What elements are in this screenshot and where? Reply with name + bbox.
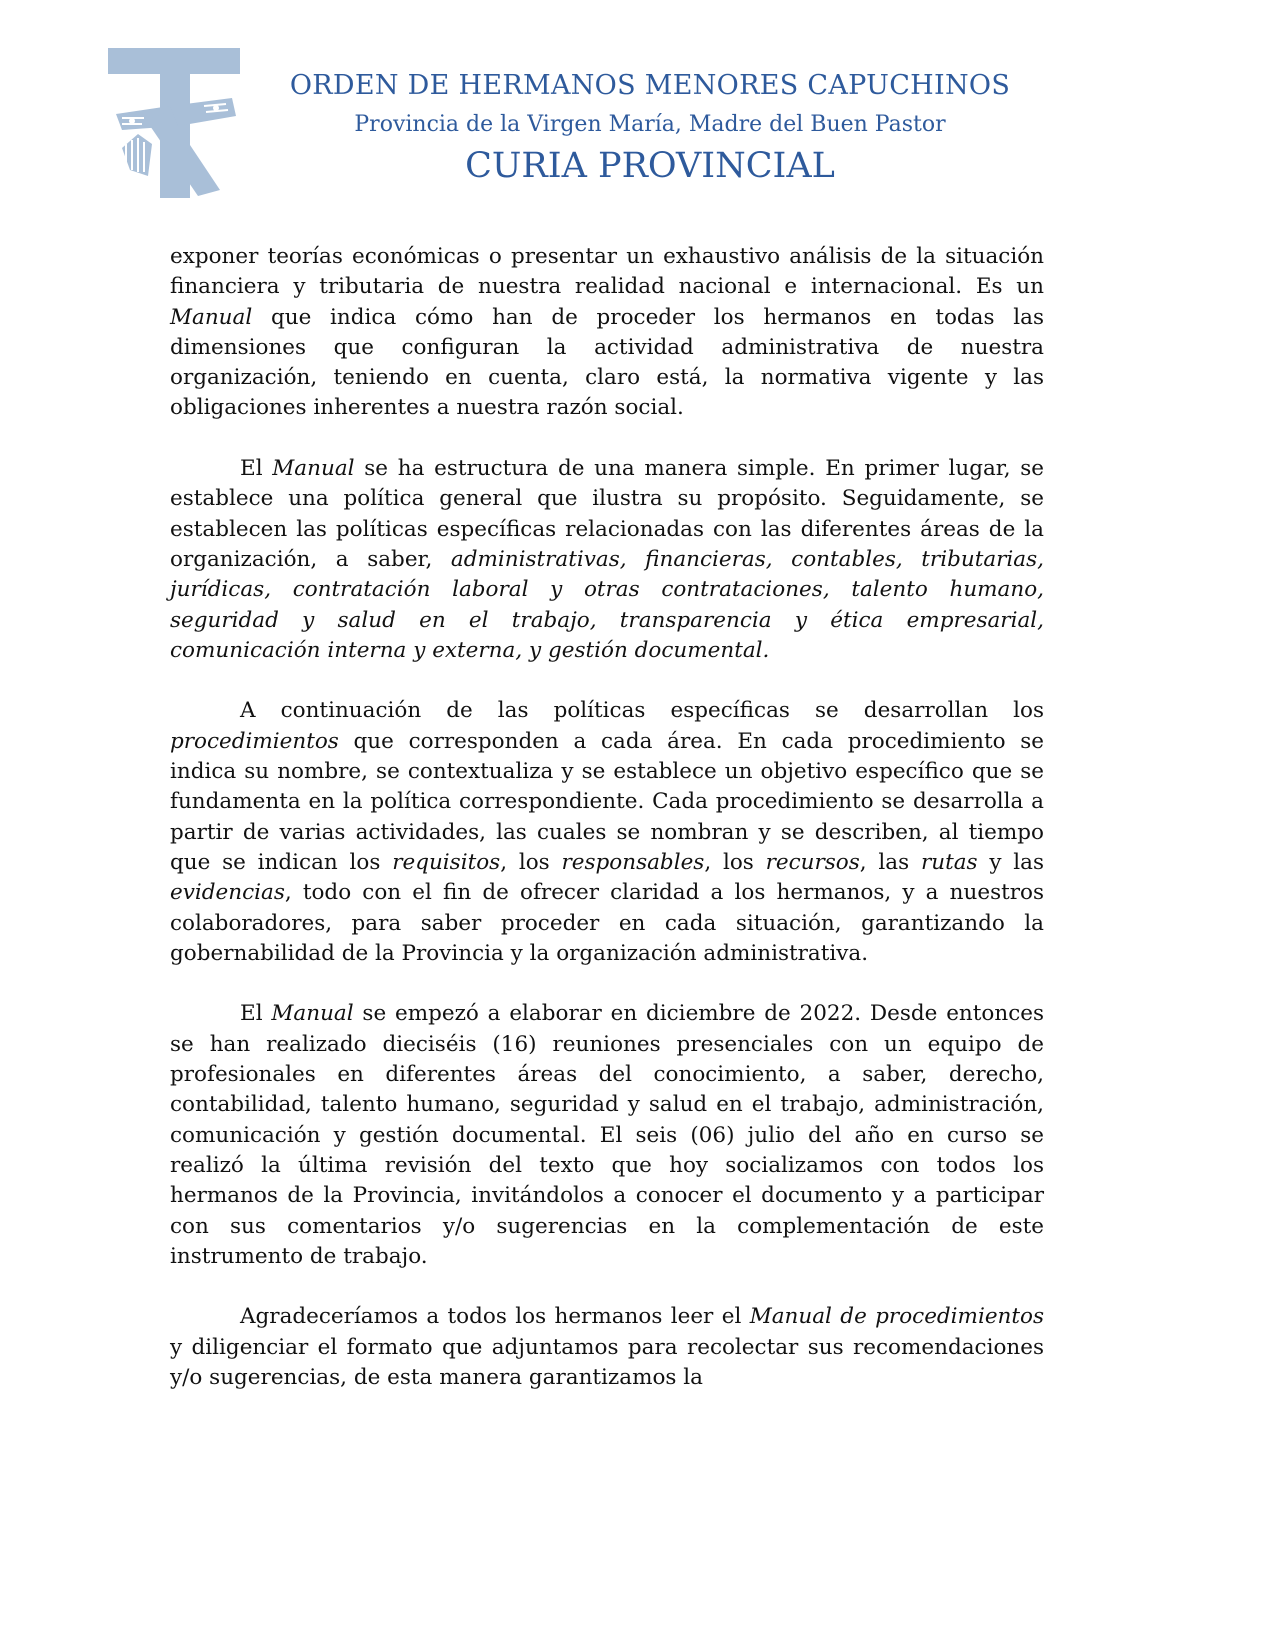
italic-text-run: requisitos [392, 849, 501, 875]
text-run: A continuación de las políticas específicas se desarrollan los [240, 698, 1044, 724]
text-run: y diligenciar el formato que adjuntamos para recolectar sus recomendaciones y/o sugerencias, de esta manera garantizamos la [170, 1334, 1044, 1390]
italic-text-run: recursos [765, 849, 860, 875]
text-run: que indica cómo han de proceder los hermanos en todas las dimensiones que configuran la actividad administrativa de nuestra organización, teniendo en cuenta, claro está, la normativa vigente y las obligaciones inherentes a nuestra razón social. [170, 304, 1044, 421]
italic-text-run: Manual de procedimientos [749, 1304, 1045, 1330]
paragraph-5 [170, 1302, 1044, 1393]
italic-text-run: rutas [920, 849, 978, 875]
paragraph-2 [170, 454, 1044, 666]
italic-text-run: administrativas, financieras, contables, tributarias, jurídicas, contratación laboral y otras contrataciones, talento humano, seguridad y salud en el trabajo, transparencia y ética empresarial, comunicación interna y externa, y gestión documental. [170, 546, 1044, 663]
province-name: Provincia de la Virgen María, Madre del Buen Pastor [354, 112, 946, 137]
text-run: se empezó a elaborar en diciembre de 2022. Desde entonces se han realizado dieciséis (16) reuniones presenciales con un equipo de profesionales en diferentes áreas del conocimiento, a saber, derecho, contabilidad, talento humano, seguridad y salud en el trabajo, administración, comunicación y gestión documental. El seis (06) julio del año en curso se realizó la última revisión del texto que hoy socializamos con todos los hermanos de la Provincia, invitándolos a conocer el documento y a participar con sus comentarios y/o sugerencias en la complementación de este instrumento de trabajo. [170, 1001, 1045, 1269]
text-run: Agradeceríamos a todos los hermanos leer el [240, 1304, 750, 1330]
text-run: , los [704, 849, 766, 875]
text-run: exponer teorías económicas o presentar un exhaustivo análisis de la situación financiera y tributaria de nuestra realidad nacional e internacional. Es un [170, 244, 1044, 300]
text-run: El [240, 456, 273, 482]
text-run: , todo con el fin de ofrecer claridad a los hermanos, y a nuestros colaboradores, para saber proceder en cada situación, garantizando la gobernabilidad de la Provincia y la organización administrativa. [170, 880, 1044, 966]
paragraph-3 [170, 696, 1044, 969]
italic-text-run: procedimientos [170, 728, 339, 754]
text-run: , las [859, 849, 921, 875]
text-run: que corresponden a cada área. En cada procedimiento se indica su nombre, se contextualiza y se establece un objetivo específico que se fundamenta en la política correspondiente. Cada procedimiento se desarrolla a partir de varias actividades, las cuales se nombran y se describen, al tiempo que se indican los [170, 728, 1044, 875]
paragraph-1 [170, 242, 1044, 424]
office-name: CURIA PROVINCIAL [465, 146, 835, 186]
italic-text-run: evidencias [170, 880, 285, 906]
letter-body [170, 242, 1044, 1424]
italic-text-run: Manual [170, 304, 253, 330]
text-run: se ha estructura de una manera simple. En primer lugar, se establece una política general que ilustra su propósito. Seguidamente, se establecen las políticas específicas relacionadas con las diferentes áreas de la organización, a saber, [170, 456, 1045, 572]
text-run: y las [977, 849, 1045, 875]
italic-text-run: Manual [271, 1001, 354, 1027]
tau-cross-crossed-arms-icon [108, 48, 240, 198]
paragraph-4 [170, 999, 1044, 1272]
italic-text-run: responsables [561, 849, 705, 875]
text-run: , los [500, 849, 562, 875]
text-run: El [240, 1001, 272, 1027]
italic-text-run: Manual [272, 456, 355, 482]
order-name: ORDEN DE HERMANOS MENORES CAPUCHINOS [289, 70, 1011, 101]
